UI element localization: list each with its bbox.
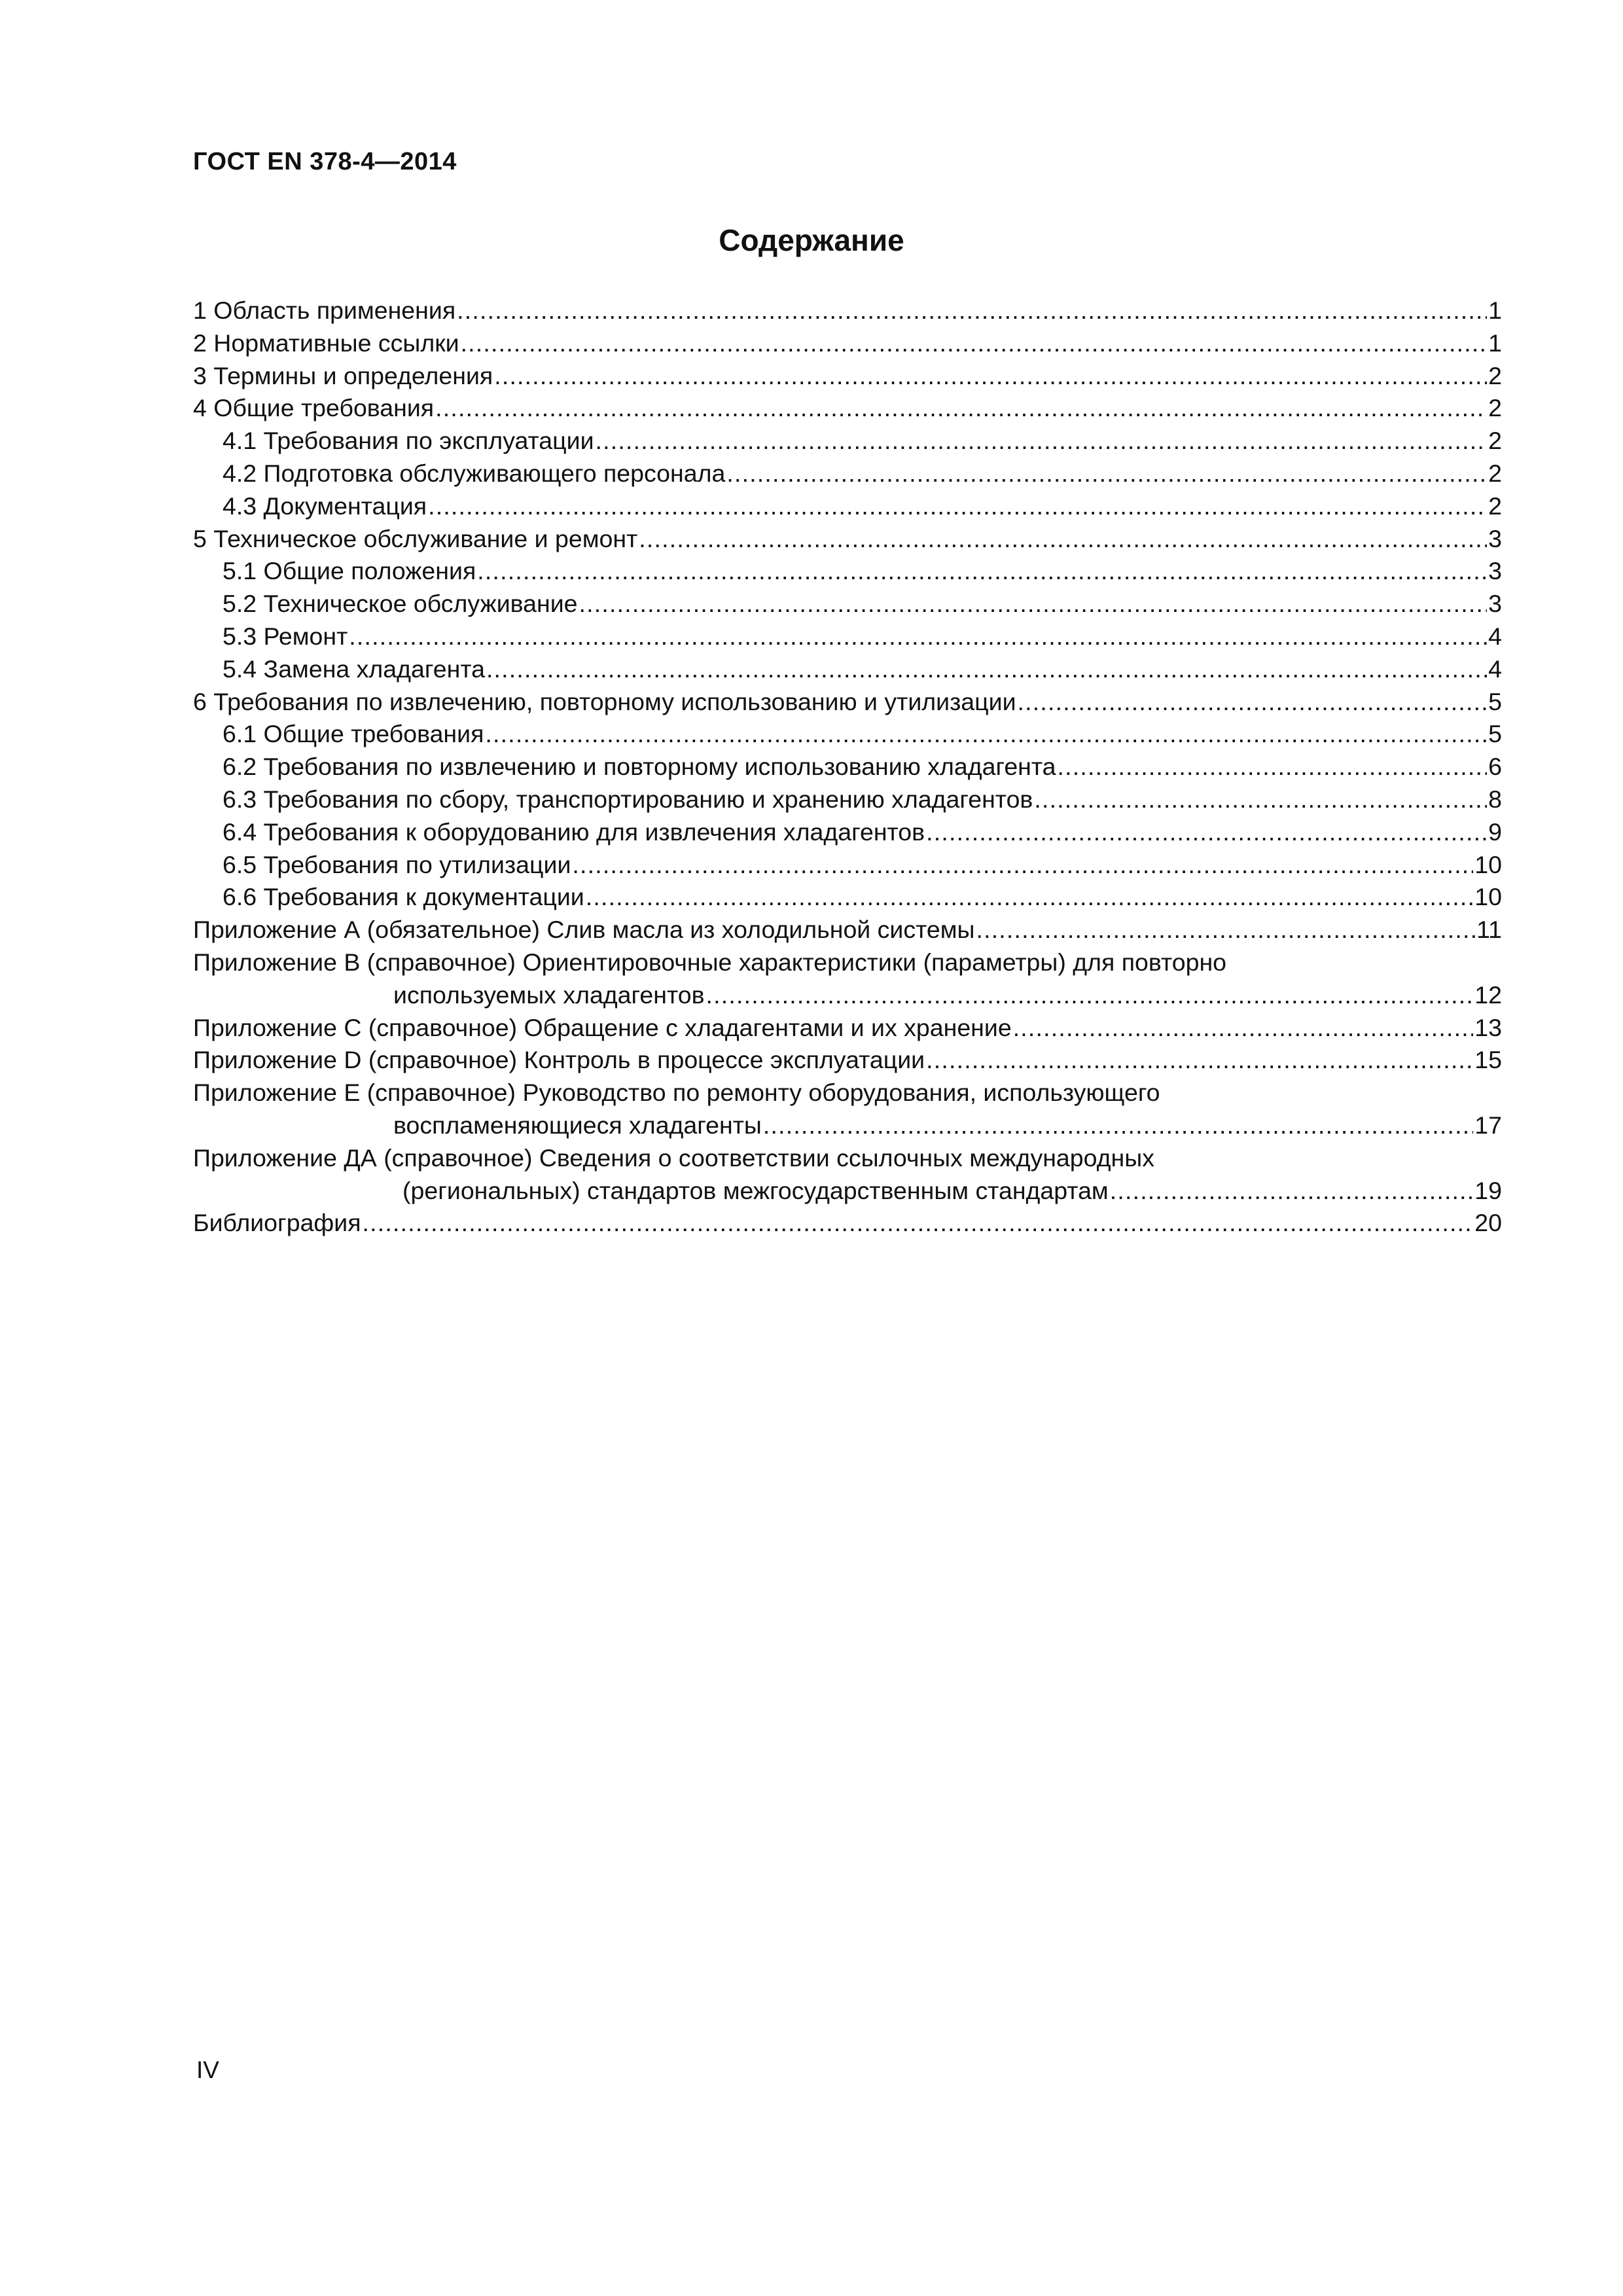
toc-entry[interactable] bbox=[193, 490, 1502, 523]
document-code: ГОСТ EN 378-4—2014 bbox=[193, 148, 457, 175]
toc-entry-page: 2 bbox=[1488, 492, 1502, 520]
dot-leader bbox=[494, 360, 1487, 393]
dot-leader bbox=[639, 523, 1487, 556]
dot-leader bbox=[586, 881, 1474, 914]
toc-entry-page: 15 bbox=[1474, 1046, 1502, 1074]
toc-entry[interactable] bbox=[193, 718, 1502, 751]
toc-entry-label: 6.5 Требования по утилизации bbox=[223, 850, 571, 878]
toc-entry[interactable] bbox=[193, 914, 1502, 946]
toc-title: Содержание bbox=[719, 223, 904, 257]
toc-entry-label: 6 Требования по извлечению, повторному использованию и утилизации bbox=[193, 687, 1016, 715]
dot-leader bbox=[596, 425, 1488, 457]
toc-entry-label: Приложение D (справочное) Контроль в процессе эксплуатации bbox=[193, 1046, 925, 1074]
toc-entry-label: Приложение А (обязательное) Слив масла из холодильной системы bbox=[193, 916, 975, 944]
dot-leader bbox=[363, 1207, 1474, 1240]
toc-entry[interactable] bbox=[193, 360, 1502, 393]
toc-entry-page: 6 bbox=[1488, 753, 1502, 781]
toc-entry-continuation[interactable] bbox=[193, 979, 1502, 1012]
toc-entry[interactable] bbox=[193, 295, 1502, 327]
toc-entry-page: 10 bbox=[1474, 883, 1502, 911]
toc-entry[interactable] bbox=[193, 1044, 1502, 1077]
dot-leader bbox=[349, 620, 1487, 653]
toc-entry[interactable] bbox=[193, 1207, 1502, 1240]
toc-entry[interactable] bbox=[193, 783, 1502, 816]
toc-entry-label: 4 Общие требования bbox=[193, 394, 435, 422]
toc-entry-page: 2 bbox=[1488, 394, 1502, 422]
toc-entry-label: 1 Область применения bbox=[193, 296, 456, 324]
toc-entry[interactable] bbox=[193, 686, 1502, 719]
toc-entry-continuation[interactable] bbox=[193, 1175, 1502, 1208]
dot-leader bbox=[1018, 686, 1488, 719]
toc-entry-page: 1 bbox=[1488, 329, 1502, 357]
toc-entry[interactable] bbox=[193, 946, 1502, 979]
toc-entry-label: 4.2 Подготовка обслуживающего персонала bbox=[223, 459, 726, 487]
toc-entry-continuation-label: используемых хладагентов bbox=[393, 980, 705, 1009]
toc-entry-page: 2 bbox=[1488, 459, 1502, 487]
dot-leader bbox=[486, 653, 1487, 686]
toc-entry-continuation[interactable] bbox=[193, 1109, 1502, 1142]
toc-entry-label: Приложение С (справочное) Обращение с хладагентами и их хранение bbox=[193, 1013, 1012, 1041]
toc-entry[interactable] bbox=[193, 816, 1502, 849]
toc-entry-continuation-label: воспламеняющиеся хладагенты bbox=[393, 1111, 762, 1139]
toc-entry-page: 9 bbox=[1488, 817, 1502, 846]
toc-entry-page: 1 bbox=[1488, 296, 1502, 324]
toc-entry-label: 5.3 Ремонт bbox=[223, 622, 348, 650]
toc-entry-label: Приложение Е (справочное) Руководство по ремонту оборудования, использующего bbox=[193, 1079, 1160, 1107]
toc-entry-page: 3 bbox=[1488, 524, 1502, 552]
dot-leader bbox=[457, 295, 1487, 327]
toc-entry-label: 6.4 Требования к оборудованию для извлечения хладагентов bbox=[223, 817, 925, 846]
toc-entry[interactable] bbox=[193, 1077, 1502, 1109]
dot-leader bbox=[926, 1044, 1473, 1077]
toc-entry-label: 6.2 Требования по извлечению и повторному использованию хладагента bbox=[223, 753, 1056, 781]
toc-entry[interactable] bbox=[193, 327, 1502, 360]
toc-entry-label: 5 Техническое обслуживание и ремонт bbox=[193, 524, 638, 552]
toc-entry[interactable] bbox=[193, 392, 1502, 425]
dot-leader bbox=[926, 816, 1487, 849]
dot-leader bbox=[1110, 1175, 1474, 1208]
toc-entry[interactable] bbox=[193, 881, 1502, 914]
dot-leader bbox=[763, 1109, 1473, 1142]
toc-entry[interactable] bbox=[193, 555, 1502, 588]
toc-entry[interactable] bbox=[193, 653, 1502, 686]
toc-entry-label: 6.6 Требования к документации bbox=[223, 883, 584, 911]
toc-entry[interactable] bbox=[193, 425, 1502, 457]
toc-entry-label: 5.1 Общие положения bbox=[223, 557, 476, 585]
toc-entry-page: 19 bbox=[1474, 1176, 1502, 1204]
dot-leader bbox=[1058, 751, 1488, 783]
toc-entry[interactable] bbox=[193, 523, 1502, 556]
toc-entry[interactable] bbox=[193, 1142, 1502, 1175]
dot-leader bbox=[726, 457, 1487, 490]
toc-entry-label: 6.3 Требования по сбору, транспортированию и хранению хладагентов bbox=[223, 785, 1033, 813]
toc-entry-page: 4 bbox=[1488, 622, 1502, 650]
toc-entry-label: 5.4 Замена хладагента bbox=[223, 655, 485, 683]
dot-leader bbox=[435, 392, 1487, 425]
toc-entry-page: 4 bbox=[1488, 655, 1502, 683]
toc-entry-page: 2 bbox=[1488, 361, 1502, 389]
toc-entry-label: 4.1 Требования по эксплуатации bbox=[223, 427, 594, 455]
table-of-contents bbox=[193, 295, 1502, 1240]
dot-leader bbox=[572, 849, 1473, 882]
dot-leader bbox=[477, 555, 1487, 588]
toc-entry-label: 5.2 Техническое обслуживание bbox=[223, 590, 578, 618]
dot-leader bbox=[1013, 1012, 1474, 1045]
toc-entry-label: 6.1 Общие требования bbox=[223, 720, 484, 748]
dot-leader bbox=[461, 327, 1488, 360]
dot-leader bbox=[579, 588, 1488, 620]
dot-leader bbox=[485, 718, 1487, 751]
toc-entry[interactable] bbox=[193, 751, 1502, 783]
toc-entry-page: 3 bbox=[1488, 557, 1502, 585]
toc-entry-label: Приложение ДА (справочное) Сведения о соответствии ссылочных международных bbox=[193, 1143, 1154, 1172]
toc-entry-continuation-label: (региональных) стандартов межгосударственным стандартам bbox=[402, 1176, 1109, 1204]
dot-leader bbox=[428, 490, 1487, 523]
toc-entry-page: 5 bbox=[1488, 687, 1502, 715]
toc-entry-label: Библиография bbox=[193, 1209, 361, 1237]
toc-entry-page: 8 bbox=[1488, 785, 1502, 813]
toc-entry-page: 13 bbox=[1474, 1013, 1502, 1041]
toc-entry[interactable] bbox=[193, 457, 1502, 490]
page-number: IV bbox=[196, 2056, 219, 2083]
toc-entry[interactable] bbox=[193, 588, 1502, 620]
toc-entry-label: Приложение В (справочное) Ориентировочные характеристики (параметры) для повторно bbox=[193, 948, 1227, 976]
dot-leader bbox=[706, 979, 1474, 1012]
toc-entry-page: 3 bbox=[1488, 590, 1502, 618]
toc-entry[interactable] bbox=[193, 849, 1502, 882]
toc-entry[interactable] bbox=[193, 1012, 1502, 1045]
toc-entry-page: 2 bbox=[1488, 427, 1502, 455]
dot-leader bbox=[976, 914, 1475, 946]
toc-entry-page: 17 bbox=[1474, 1111, 1502, 1139]
toc-entry[interactable] bbox=[193, 620, 1502, 653]
toc-entry-page: 5 bbox=[1488, 720, 1502, 748]
toc-entry-page: 11 bbox=[1476, 916, 1502, 944]
toc-entry-label: 4.3 Документация bbox=[223, 492, 427, 520]
toc-entry-page: 10 bbox=[1474, 850, 1502, 878]
toc-entry-page: 12 bbox=[1474, 980, 1502, 1009]
toc-entry-label: 2 Нормативные ссылки bbox=[193, 329, 459, 357]
toc-entry-label: 3 Термины и определения bbox=[193, 361, 493, 389]
toc-entry-page: 20 bbox=[1474, 1209, 1502, 1237]
dot-leader bbox=[1034, 783, 1487, 816]
